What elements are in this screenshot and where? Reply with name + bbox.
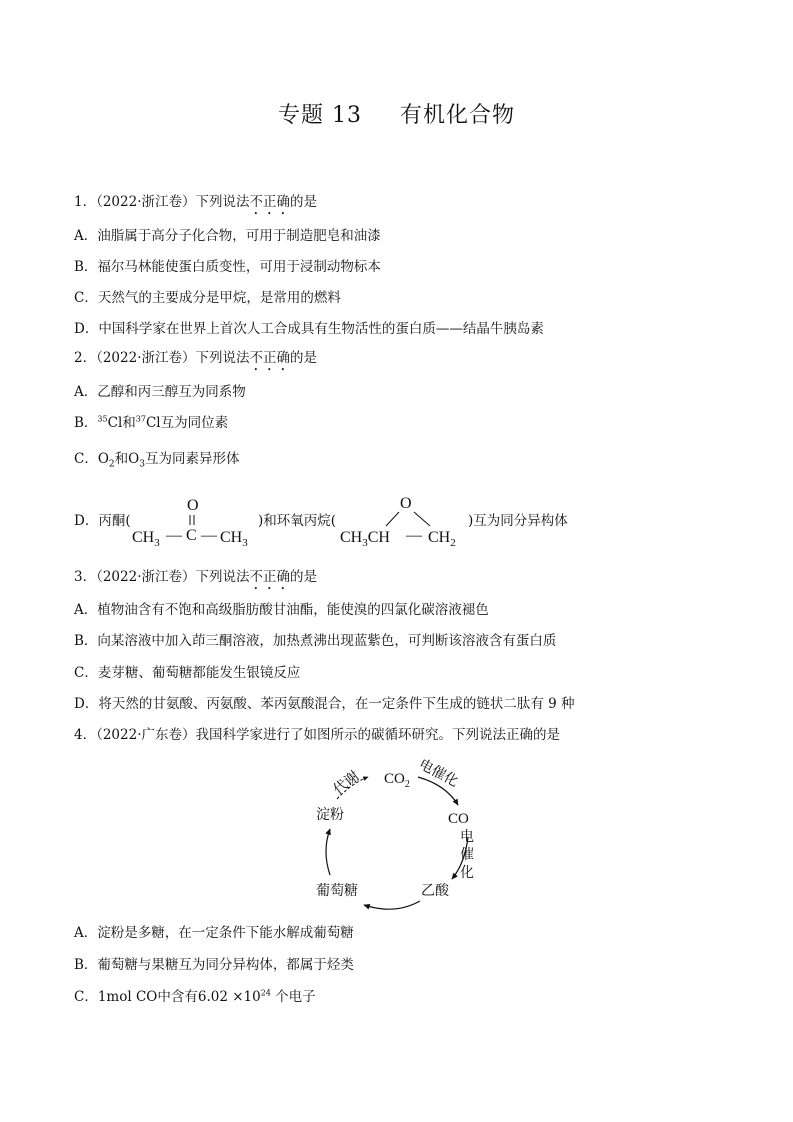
- q3-option-d: D．将天然的甘氨酸、丙氨酸、苯丙氨酸混合，在一定条件下生成的链状二肽有 9 种: [74, 696, 575, 712]
- electrocatalysis-label-1: 电催化: [416, 756, 461, 791]
- svg-text:O: O: [187, 497, 199, 514]
- glucose-to-starch-arrow: [326, 829, 330, 875]
- svg-text:—: —: [406, 527, 422, 544]
- svg-text:—: —: [166, 527, 182, 544]
- acetic-acid-label: 乙酸: [421, 883, 449, 899]
- svg-text:—: —: [201, 527, 217, 544]
- electrocatalysis-label-2c: 化: [460, 865, 474, 881]
- svg-text:O: O: [400, 495, 412, 512]
- emphasis-not-correct: 不正确: [249, 569, 290, 585]
- q1-option-c: C．天然气的主要成分是甲烷，是常用的燃料: [74, 290, 341, 306]
- q2-option-b: B．$^{35}$Cl和$^{37}$Cl互为同位素: [74, 414, 229, 431]
- svg-text:CH2: $CH_2$: [428, 529, 456, 549]
- q2-option-d-tail: )互为同分异构体: [468, 513, 568, 529]
- q3-option-b: B．向某溶液中加入茚三酮溶液，加热煮沸出现蓝紫色，可判断该溶液含有蛋白质: [74, 633, 557, 649]
- emphasis-not-correct: 不正确: [249, 350, 290, 366]
- glucose-label: 葡萄糖: [316, 883, 358, 899]
- q4-option-b: B．葡萄糖与果糖互为同分异构体，都属于烃类: [74, 957, 354, 973]
- title-main: 有机化合物: [399, 103, 515, 128]
- q2-option-d-mid: )和环氧丙烷(: [258, 513, 337, 529]
- co2-label: $CO_2$: [384, 771, 410, 790]
- carbon-cycle-diagram: [300, 755, 500, 915]
- q1-stem: 1．（2022·浙江卷）下列说法不正确的是: [74, 194, 317, 210]
- svg-text:C: C: [186, 527, 197, 544]
- emphasis-not-correct: 不正确: [249, 194, 290, 210]
- svg-text:CH3: $CH_3$: [132, 529, 160, 548]
- q4-option-a: A．淀粉是多糖，在一定条件下能水解成葡萄糖: [74, 925, 354, 941]
- svg-text:CH3: $CH_3$: [220, 529, 248, 548]
- electrocatalysis-label-2a: 电: [460, 829, 474, 845]
- q4-stem: 4．（2022·广东卷）我国科学家进行了如图所示的碳循环研究。下列说法正确的是: [74, 727, 560, 743]
- page-title: [0, 98, 793, 129]
- q1-option-d: D．中国科学家在世界上首次人工合成具有生物活性的蛋白质——结晶牛胰岛素: [74, 321, 544, 337]
- metabolism-label: 代谢: [330, 768, 363, 799]
- acetone-structure: [126, 492, 260, 548]
- q2-option-d-label: D．丙酮(: [74, 513, 131, 529]
- q2-option-c: C．$O_2$和$O_3$互为同素异形体: [74, 451, 240, 470]
- starch-label: 淀粉: [316, 807, 344, 823]
- q3-stem: 3．（2022·浙江卷）下列说法不正确的是: [74, 569, 317, 585]
- epoxypropane-structure: [336, 490, 470, 550]
- q3-option-a: A．植物油含有不饱和高级脂肪酸甘油酯，能使溴的四氯化碳溶液褪色: [74, 602, 489, 618]
- q4-option-c: C．1mol CO中含有$6.02 \times 10^{24}$ 个电子: [74, 988, 316, 1005]
- q1-option-a: A．油脂属于高分子化合物，可用于制造肥皂和油漆: [74, 228, 381, 244]
- svg-text:CH3CH: $CH_3CH$: [340, 529, 390, 549]
- co-label: CO: [448, 811, 469, 827]
- acid-to-glucose-arrow: [364, 901, 420, 909]
- title-prefix: 专题 13: [277, 103, 362, 128]
- electrocatalysis-label-2b: 催: [460, 847, 474, 863]
- q2-stem: 2．（2022·浙江卷）下列说法不正确的是: [74, 350, 317, 366]
- q2-option-a: A．乙醇和丙三醇互为同系物: [74, 384, 246, 400]
- q3-option-c: C．麦芽糖、葡萄糖都能发生银镜反应: [74, 665, 301, 681]
- q1-option-b: B．福尔马林能使蛋白质变性，可用于浸制动物标本: [74, 259, 381, 275]
